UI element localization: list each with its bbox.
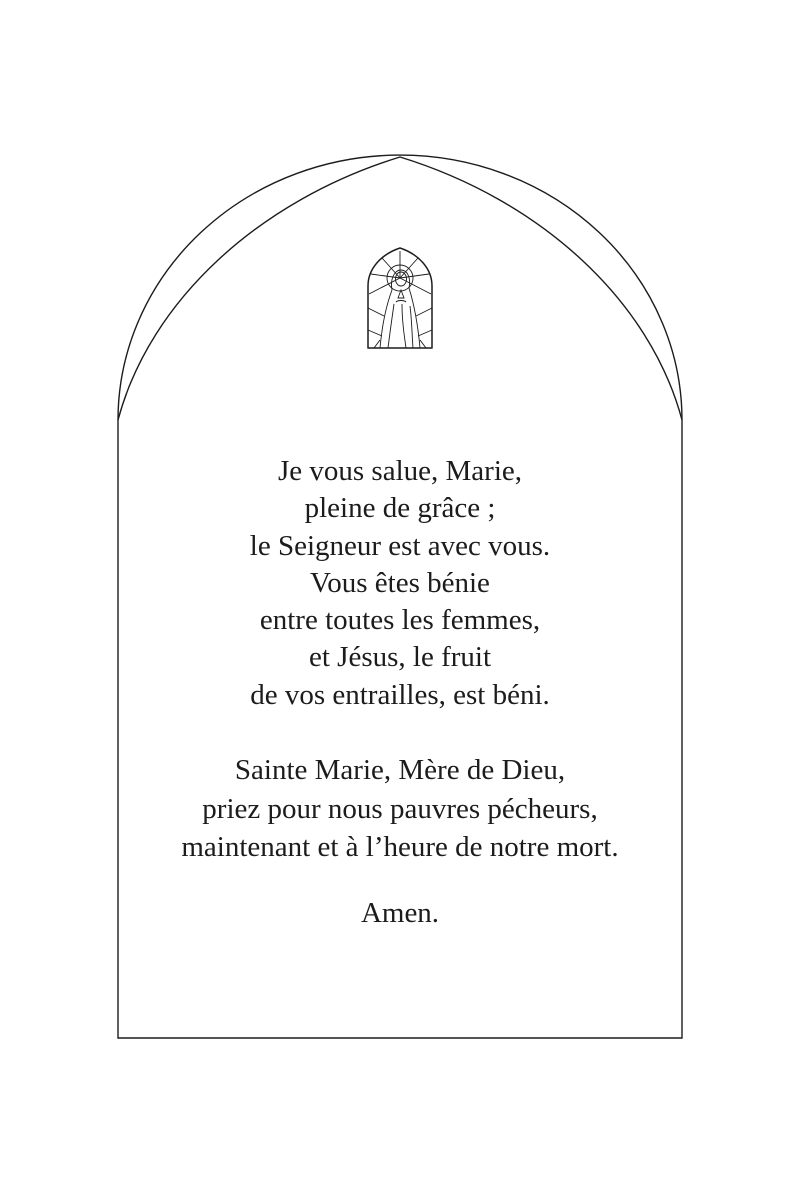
prayer-line: Je vous salue, Marie,: [277, 455, 523, 487]
prayer-line: priez pour nous pauvres pécheurs,: [202, 792, 598, 825]
prayer-line: Sainte Marie, Mère de Dieu,: [234, 754, 566, 786]
prayer-closing: [120, 895, 680, 932]
prayer-line: pleine de grâce ;: [304, 492, 496, 525]
prayer-stanza-1: [120, 453, 680, 714]
prayer-line: et Jésus, le fruit: [308, 641, 491, 674]
prayer-line: le Seigneur est avec vous.: [249, 529, 551, 562]
prayer-line: Vous êtes bénie: [310, 566, 490, 599]
prayer-line: maintenant et à l’heure de notre mort.: [181, 831, 619, 863]
prayer-line: de vos entrailles, est béni.: [250, 678, 550, 711]
stained-glass-madonna-icon: [366, 246, 434, 350]
prayer-line: entre toutes les femmes,: [259, 604, 541, 637]
amen-line: Amen.: [360, 897, 440, 929]
prayer-stanza-2: [120, 751, 680, 867]
